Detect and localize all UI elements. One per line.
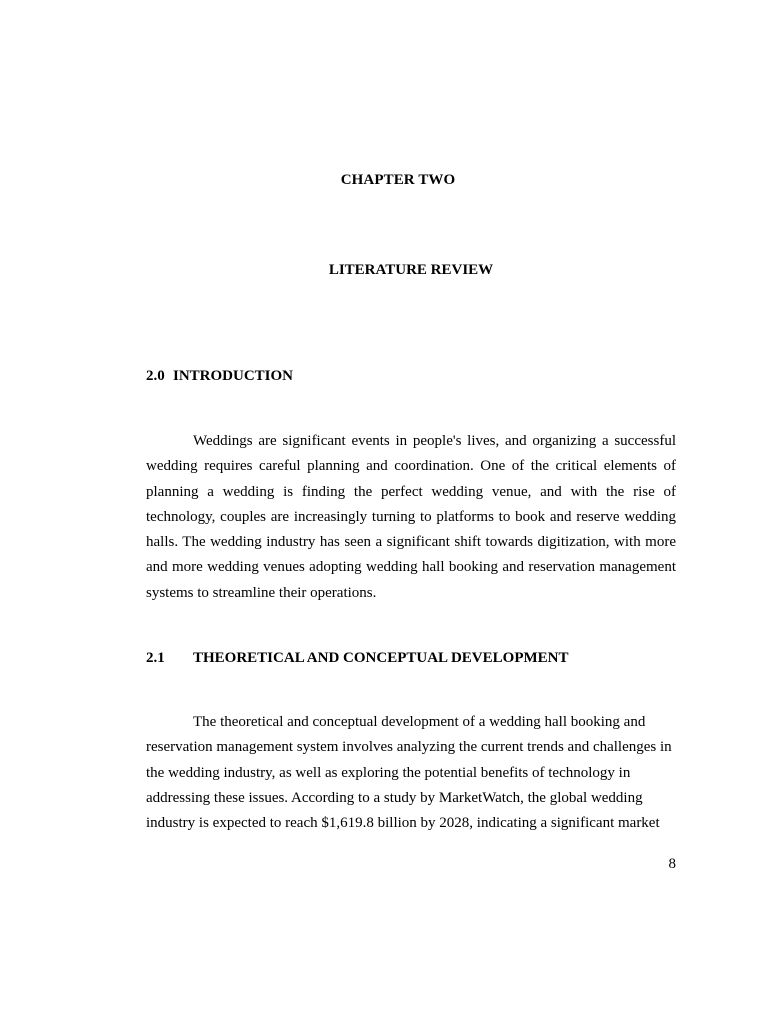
section-heading-introduction [146,368,293,385]
section-number: 2.0 [146,368,165,384]
theoretical-paragraph: The theoretical and conceptual development of a wedding hall booking and reservation management system involves analyzing the current trends and challenges in the wedding industry, as well as exploring the potential benefits of technology in addressing these issues. According to a study by MarketWatch, the global wedding industry is expected to reach $1,619.8 billion by 2028, indicating a significant market [146,714,672,832]
section-number: 2.1 [146,650,165,666]
section-title: THEORETICAL AND CONCEPTUAL DEVELOPMENT [193,650,569,666]
section-title: INTRODUCTION [173,368,294,384]
chapter-title: CHAPTER TWO [340,172,456,188]
page-number: 8 [668,856,676,872]
chapter-subtitle: LITERATURE REVIEW [328,262,494,278]
section-heading-theoretical [146,650,568,667]
introduction-paragraph: Weddings are significant events in people's lives, and organizing a successful wedding requires careful planning and coordination. One of the critical elements of planning a wedding is finding the perfect wedding venue, and with the rise of technology, couples are increasingly turning to platforms to book and reserve wedding halls. The wedding industry has seen a significant shift towards digitization, with more and more wedding venues adopting wedding hall booking and reservation management systems to streamline their operations. [146,433,676,601]
